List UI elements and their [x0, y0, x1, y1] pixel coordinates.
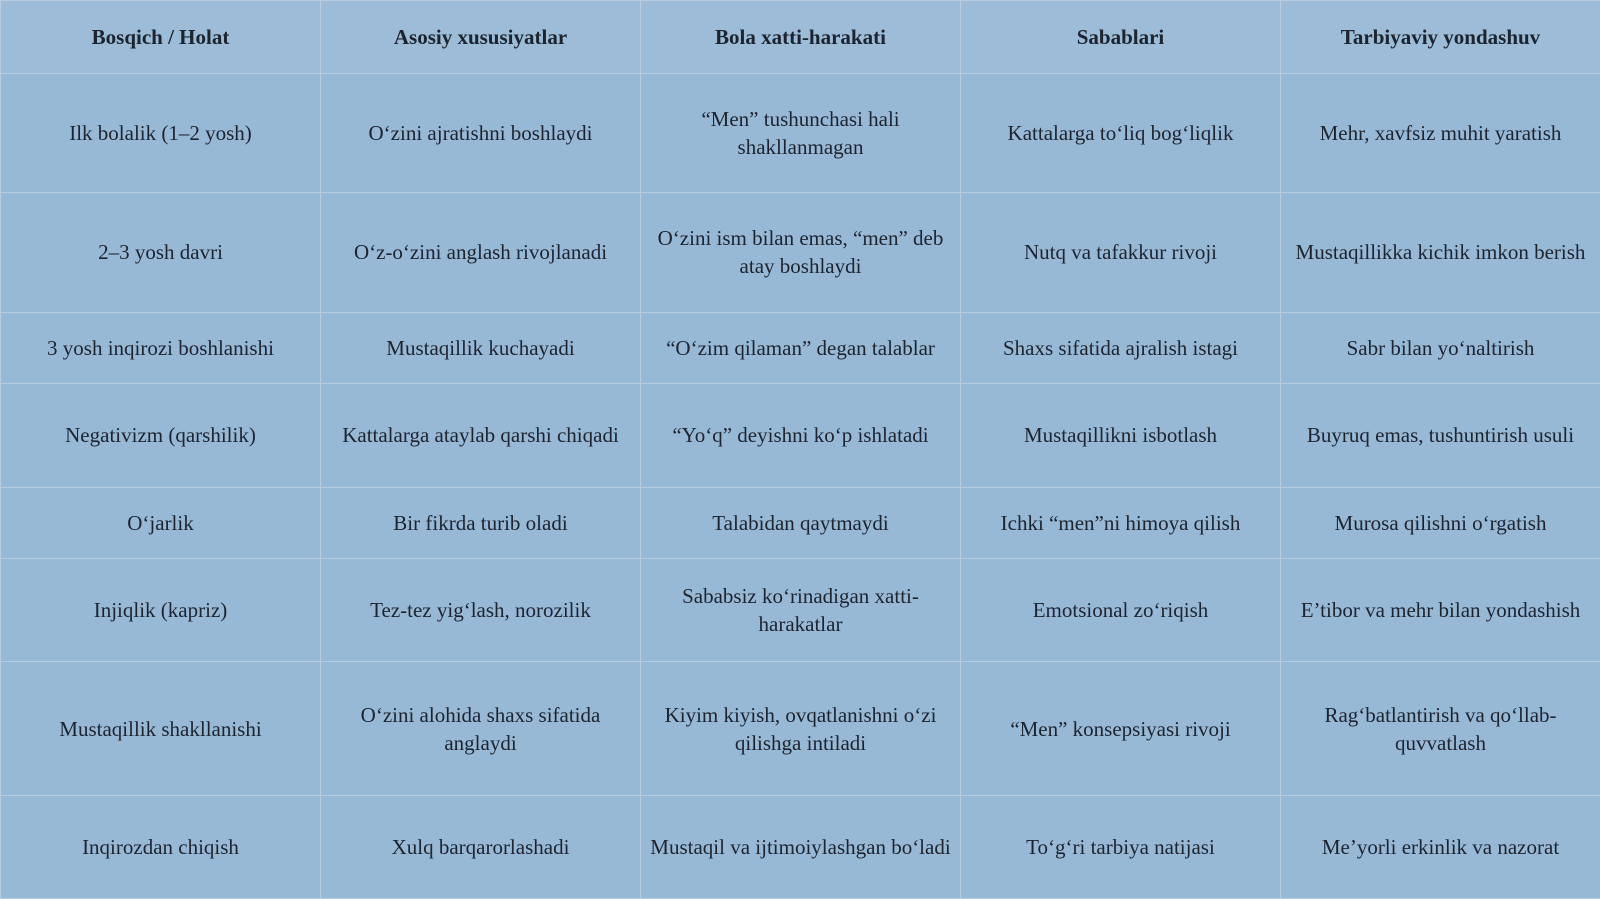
table-cell: Mustaqillik kuchayadi — [321, 312, 641, 384]
table-cell: Mustaqillikni isbotlash — [961, 384, 1281, 487]
table-row — [1, 662, 1600, 795]
table-cell: Sababsiz ko‘rinadigan xatti-harakatlar — [641, 559, 961, 662]
table-cell: Xulq barqarorlashadi — [321, 795, 641, 898]
table-cell: Buyruq emas, tushuntirish usuli — [1281, 384, 1600, 487]
table-row — [1, 384, 1600, 487]
table-cell: O‘z-o‘zini anglash rivojlanadi — [321, 193, 641, 312]
table-cell: “Yo‘q” deyishni ko‘p ishlatadi — [641, 384, 961, 487]
table-cell: 3 yosh inqirozi boshlanishi — [1, 312, 321, 384]
table-cell: Mehr, xavfsiz muhit yaratish — [1281, 74, 1600, 193]
table-cell: “O‘zim qilaman” degan talablar — [641, 312, 961, 384]
table-cell: Tez-tez yig‘lash, norozilik — [321, 559, 641, 662]
table-cell: 2–3 yosh davri — [1, 193, 321, 312]
table-cell: E’tibor va mehr bilan yondashish — [1281, 559, 1600, 662]
table-cell: Mustaqil va ijtimoiylashgan bo‘ladi — [641, 795, 961, 898]
table-body — [1, 74, 1600, 899]
table-cell: O‘zini ism bilan emas, “men” deb atay boshlaydi — [641, 193, 961, 312]
table-cell: Murosa qilishni o‘rgatish — [1281, 487, 1600, 559]
header-cell-behavior: Bola xatti-harakati — [641, 1, 961, 74]
table-cell: Me’yorli erkinlik va nazorat — [1281, 795, 1600, 898]
table-cell: Bir fikrda turib oladi — [321, 487, 641, 559]
table-cell: “Men” tushunchasi hali shakllanmagan — [641, 74, 961, 193]
table-row — [1, 487, 1600, 559]
table-cell: Negativizm (qarshilik) — [1, 384, 321, 487]
table-row — [1, 795, 1600, 898]
table-header — [1, 1, 1600, 74]
table-cell: Kiyim kiyish, ovqatlanishni o‘zi qilishga intiladi — [641, 662, 961, 795]
header-cell-reasons: Sabablari — [961, 1, 1281, 74]
table-cell: Ilk bolalik (1–2 yosh) — [1, 74, 321, 193]
table-row — [1, 193, 1600, 312]
table-cell: Shaxs sifatida ajralish istagi — [961, 312, 1281, 384]
table-cell: Kattalarga ataylab qarshi chiqadi — [321, 384, 641, 487]
table-cell: Injiqlik (kapriz) — [1, 559, 321, 662]
table-cell: Mustaqillik shakllanishi — [1, 662, 321, 795]
header-row — [1, 1, 1600, 74]
header-cell-features: Asosiy xususiyatlar — [321, 1, 641, 74]
table-cell: Sabr bilan yo‘naltirish — [1281, 312, 1600, 384]
table-cell: Inqirozdan chiqish — [1, 795, 321, 898]
table-cell: Mustaqillikka kichik imkon berish — [1281, 193, 1600, 312]
table-cell: “Men” konsepsiyasi rivoji — [961, 662, 1281, 795]
table-cell: Kattalarga to‘liq bog‘liqlik — [961, 74, 1281, 193]
header-cell-stage: Bosqich / Holat — [1, 1, 321, 74]
table-cell: Rag‘batlantirish va qo‘llab-quvvatlash — [1281, 662, 1600, 795]
table-row — [1, 312, 1600, 384]
table-cell: O‘jarlik — [1, 487, 321, 559]
table-cell: Nutq va tafakkur rivoji — [961, 193, 1281, 312]
table-cell: O‘zini alohida shaxs sifatida anglaydi — [321, 662, 641, 795]
table-cell: O‘zini ajratishni boshlaydi — [321, 74, 641, 193]
table-cell: Emotsional zo‘riqish — [961, 559, 1281, 662]
table-cell: To‘g‘ri tarbiya natijasi — [961, 795, 1281, 898]
header-cell-approach: Tarbiyaviy yondashuv — [1281, 1, 1600, 74]
table-row — [1, 74, 1600, 193]
table-cell: Ichki “men”ni himoya qilish — [961, 487, 1281, 559]
table-row — [1, 559, 1600, 662]
table-cell: Talabidan qaytmaydi — [641, 487, 961, 559]
